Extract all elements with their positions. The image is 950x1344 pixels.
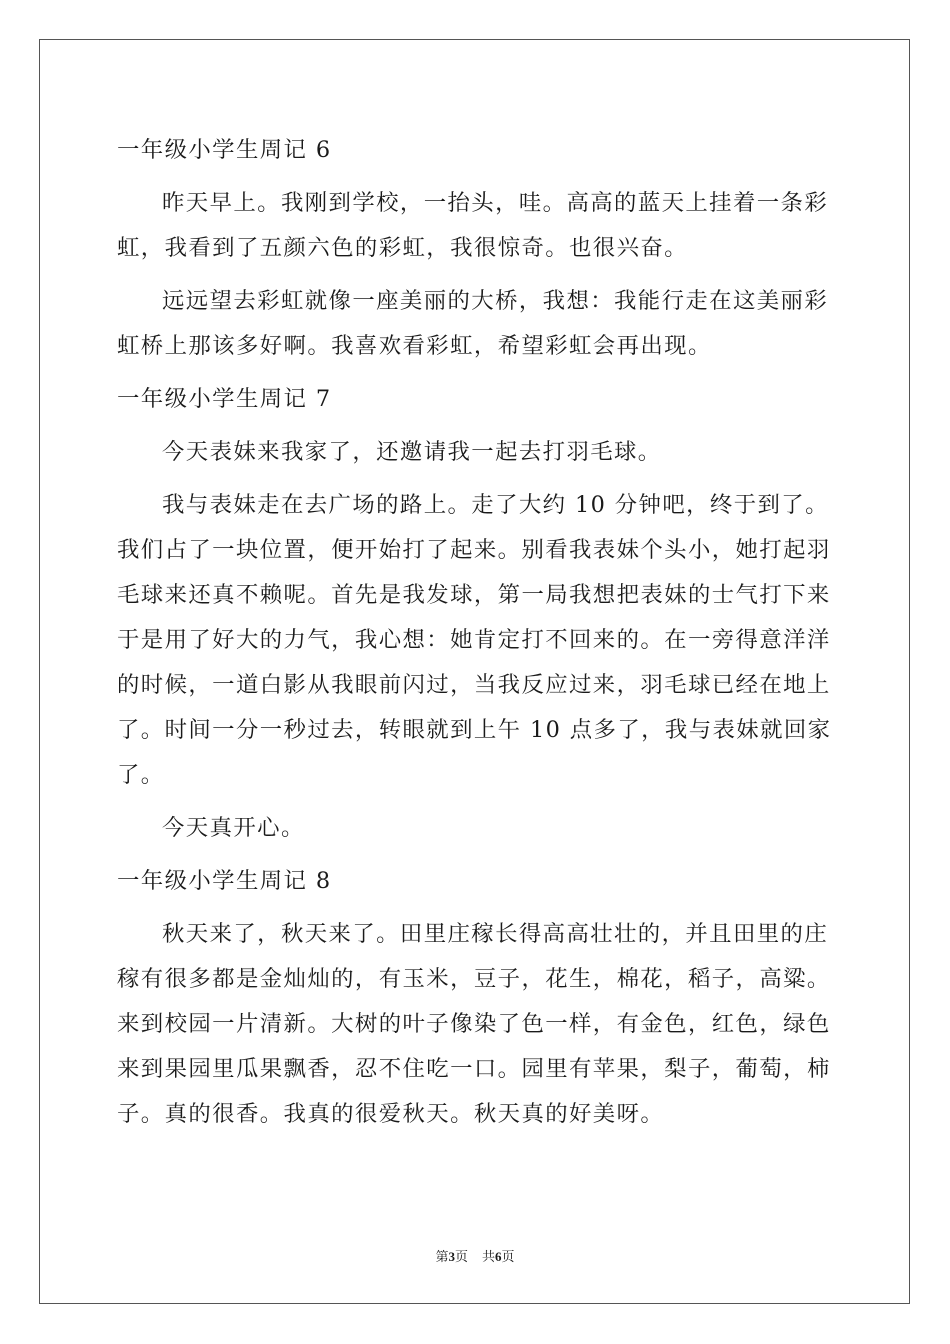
footer-page-prefix: 第: [435, 1249, 449, 1264]
paragraph: [117, 483, 837, 798]
paragraph-line: 今天真开心。: [162, 815, 305, 841]
footer-total-number: 6: [495, 1249, 502, 1264]
paragraph-line: 虹桥上那该多好啊。我喜欢看彩虹，希望彩虹会再出现。: [117, 333, 712, 359]
paragraph: [117, 430, 837, 475]
paragraph-line: 毛球来还真不赖呢。首先是我发球，第一局我想把表妹的士气打下来: [117, 582, 831, 608]
paragraph-line: 我们占了一块位置，便开始打了起来。别看我表妹个头小，她打起羽: [117, 537, 831, 563]
paragraph: [117, 181, 837, 271]
document-body: [117, 128, 837, 1145]
paragraph-line: 昨天早上。我刚到学校，一抬头，哇。高高的蓝天上挂着一条彩: [162, 190, 829, 216]
footer-total-suffix: 页: [501, 1249, 515, 1264]
footer-total-prefix: 共: [482, 1249, 496, 1264]
page-footer: [0, 1246, 950, 1265]
paragraph-line: 秋天来了，秋天来了。田里庄稼长得高高壮壮的，并且田里的庄: [162, 921, 829, 947]
paragraph-line: 的时候，一道白影从我眼前闪过，当我反应过来，羽毛球已经在地上: [117, 672, 831, 698]
section-heading: 一年级小学生周记 6: [117, 137, 332, 163]
paragraph-line: 来到果园里瓜果飘香，忍不住吃一口。园里有苹果，梨子，葡萄，柿: [117, 1056, 831, 1082]
footer-page-suffix: 页: [454, 1249, 468, 1264]
paragraph-line: 今天表妹来我家了，还邀请我一起去打羽毛球。: [162, 439, 662, 465]
paragraph-line: 了。: [117, 762, 165, 788]
paragraph-line: 远远望去彩虹就像一座美丽的大桥，我想：我能行走在这美丽彩: [162, 288, 829, 314]
footer-page-number: 3: [448, 1249, 455, 1264]
paragraph: [117, 806, 837, 851]
paragraph: [117, 912, 837, 1137]
section-heading: 一年级小学生周记 8: [117, 868, 332, 894]
section-heading: 一年级小学生周记 7: [117, 386, 332, 412]
paragraph-line: 子。真的很香。我真的很爱秋天。秋天真的好美呀。: [117, 1101, 665, 1127]
paragraph-line: 稼有很多都是金灿灿的，有玉米，豆子，花生，棉花，稻子，高粱。: [117, 966, 831, 992]
paragraph-line: 我与表妹走在去广场的路上。走了大约 10 分钟吧，终于到了。: [162, 492, 829, 518]
paragraph-line: 于是用了好大的力气，我心想：她肯定打不回来的。在一旁得意洋洋: [117, 627, 831, 653]
paragraph: [117, 279, 837, 369]
paragraph-line: 来到校园一片清新。大树的叶子像染了色一样，有金色，红色，绿色: [117, 1011, 831, 1037]
paragraph-line: 了。时间一分一秒过去，转眼就到上午 10 点多了，我与表妹就回家: [117, 717, 832, 743]
paragraph-line: 虹，我看到了五颜六色的彩虹，我很惊奇。也很兴奋。: [117, 235, 688, 261]
